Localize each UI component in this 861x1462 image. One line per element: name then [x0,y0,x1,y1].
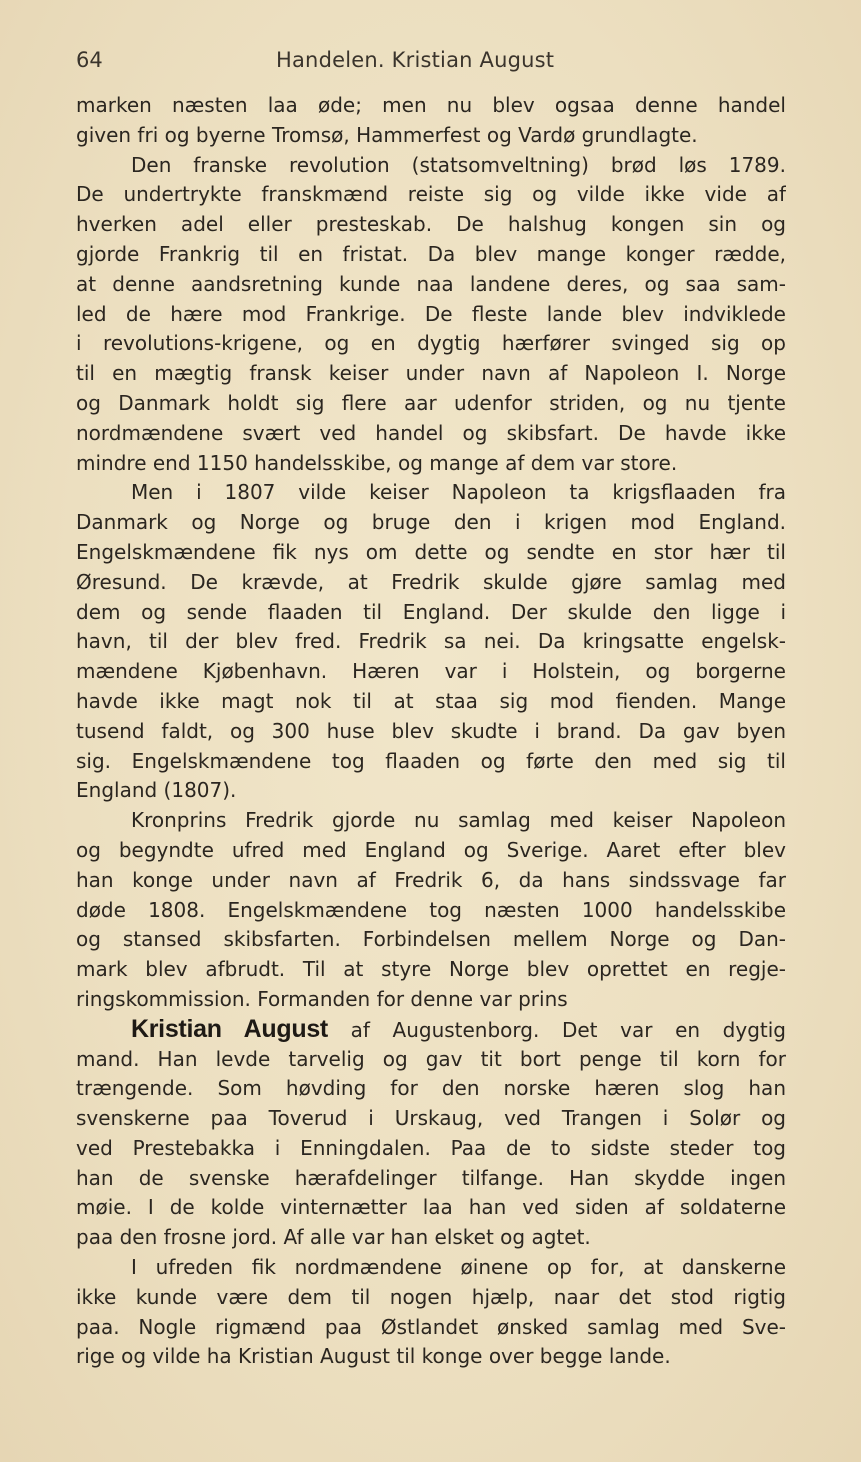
text-line: nordmændene svært ved handel og skibsfart. De havde ikke [76,420,786,445]
text-line: i revolutions-krigene, og en dygtig hærfører svinged sig op [76,331,786,356]
text-line: møie. I de kolde vinternætter laa han ved siden af soldaterne [76,1195,786,1220]
text-line [76,1015,786,1045]
text-line: mindre end 1150 handelsskibe, og mange af dem var store. [76,450,678,475]
text-line: til en mægtig fransk keiser under navn af Napoleon I. Norge [76,361,786,386]
text-line: havde ikke magt nok til at staa sig mod fienden. Mange [76,688,786,713]
text-line: De undertrykte franskmænd reiste sig og vilde ikke vide af [76,182,786,207]
text-line-rest: af Augustenborg. Det var en dygtig [327,1017,786,1042]
text-line: paa. Nogle rigmænd paa Østlandet ønsked samlag med Sve- [76,1314,786,1339]
text-line: rige og vilde ha Kristian August til konge over begge lande. [76,1344,671,1369]
text-line: og begyndte ufred med England og Sverige. Aaret efter blev [76,837,786,862]
text-line: Men i 1807 vilde keiser Napoleon ta krigsflaaden fra [131,480,786,505]
text-line: Danmark og Norge og bruge den i krigen mod England. [76,510,786,535]
body-text [76,91,786,1372]
text-line: mand. Han levde tarvelig og gav tit bort penge til korn for [76,1046,786,1071]
text-line: og Danmark holdt sig flere aar udenfor striden, og nu tjente [76,390,786,415]
text-line: sig. Engelskmændene tog flaaden og førte den med sig til [76,748,786,773]
text-line: havn, til der blev fred. Fredrik sa nei. Da kringsatte engelsk- [76,629,786,654]
text-line: svenskerne paa Toverud i Urskaug, ved Trangen i Solør og [76,1106,786,1131]
text-line: tusend faldt, og 300 huse blev skudte i brand. Da gav byen [76,718,786,743]
text-line: trængende. Som høvding for den norske hæren slog han [76,1076,786,1101]
text-line: hverken adel eller presteskab. De halshug kongen sin og [76,212,786,237]
text-line: marken næsten laa øde; men nu blev ogsaa denne handel [76,93,786,117]
page-number: 64 [76,48,103,72]
text-line: given fri og byerne Tromsø, Hammerfest og Vardø grundlagte. [76,122,698,147]
text-line: at denne aandsretning kunde naa landene deres, og saa sam- [76,271,786,296]
text-line: døde 1808. Engelskmændene tog næsten 1000 handelsskibe [76,897,786,922]
text-line: ved Prestebakka i Enningdalen. Paa de to sidste steder tog [76,1135,786,1160]
text-line: han de svenske hærafdelinger tilfange. Han skydde ingen [76,1165,786,1190]
text-line: Engelskmændene fik nys om dette og sendte en stor hær til [76,539,786,564]
text-line: I ufreden fik nordmændene øinene op for, at danskerne [131,1255,786,1280]
text-line: Øresund. De krævde, at Fredrik skulde gjøre samlag med [76,569,786,594]
text-line: og stansed skibsfarten. Forbindelsen mellem Norge og Dan- [76,927,786,952]
text-line: mark blev afbrudt. Til at styre Norge blev oprettet en regje- [76,957,786,982]
text-line: Den franske revolution (statsomveltning) brød løs 1789. [131,152,786,177]
name-kristian-august: Kristian August [131,1014,328,1043]
text-line: dem og sende flaaden til England. Der skulde den ligge i [76,599,786,624]
text-line: ikke kunde være dem til nogen hjælp, naar det stod rigtig [76,1284,786,1309]
text-line: led de hære mod Frankrige. De fleste lande blev indviklede [76,301,786,326]
text-line: paa den frosne jord. Af alle var han elsket og agtet. [76,1225,591,1250]
running-head [76,44,786,78]
text-line: han konge under navn af Fredrik 6, da hans sindssvage far [76,867,786,892]
text-line: Kronprins Fredrik gjorde nu samlag med keiser Napoleon [131,808,786,833]
text-line: gjorde Frankrig til en fristat. Da blev mange konger rædde, [76,241,786,266]
running-head-title: Handelen. Kristian August [276,48,555,72]
text-line: ringskommission. Formanden for denne var prins [76,986,568,1011]
text-line: England (1807). [76,778,237,803]
text-line: mændene Kjøbenhavn. Hæren var i Holstein, og borgerne [76,659,786,684]
